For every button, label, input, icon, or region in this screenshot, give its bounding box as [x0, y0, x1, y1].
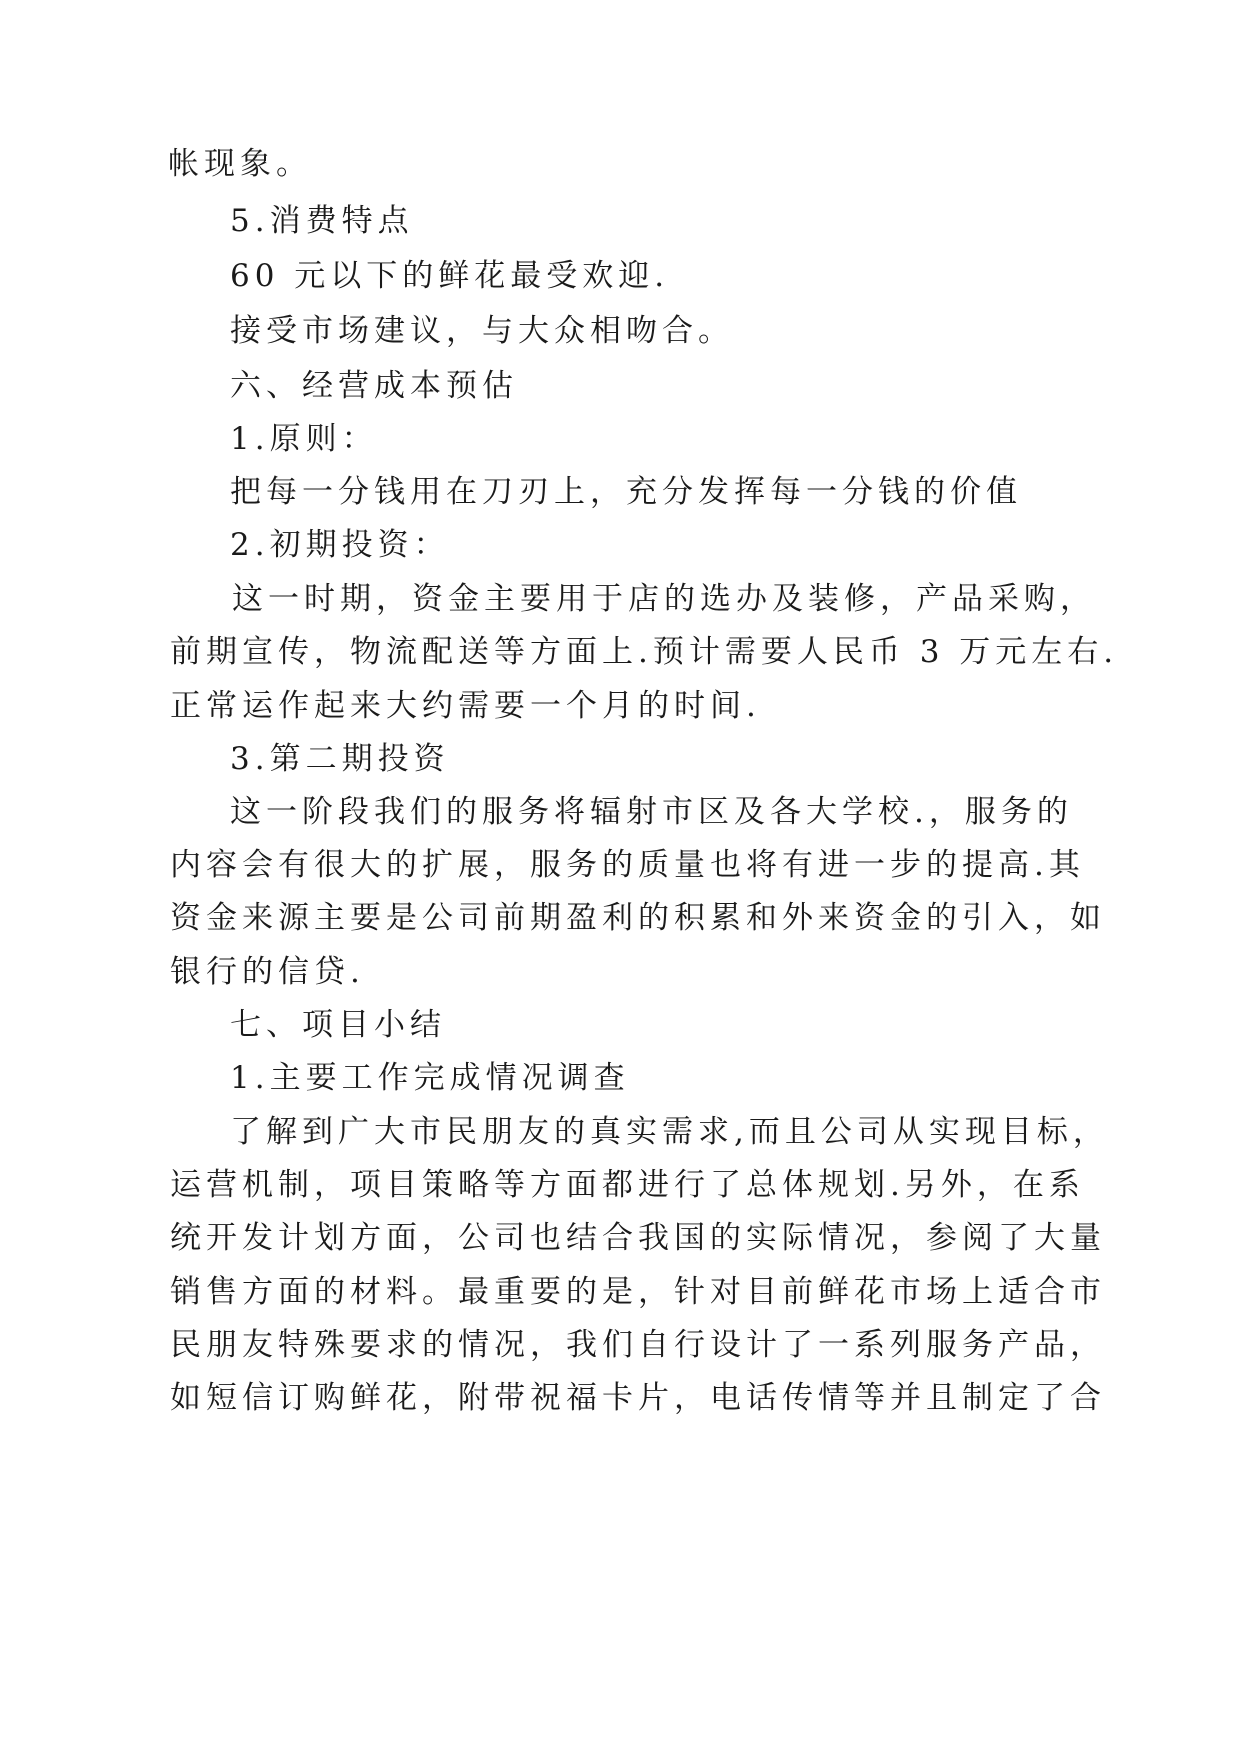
text-line: 银行的信贷.: [170, 954, 365, 990]
text-line: 帐现象。: [168, 146, 312, 182]
text-line: 接受市场建议，与大众相吻合。: [230, 313, 734, 349]
section-heading: 2.初期投资：: [230, 527, 450, 563]
section-heading: 1.原则：: [230, 421, 378, 457]
text-line: 运营机制，项目策略等方面都进行了总体规划.另外，在系: [170, 1167, 1085, 1203]
text-line: 内容会有很大的扩展，服务的质量也将有进一步的提高.其: [170, 847, 1085, 883]
text-line: 销售方面的材料。最重要的是，针对目前鲜花市场上适合市: [170, 1274, 1106, 1310]
text-line: 统开发计划方面，公司也结合我国的实际情况，参阅了大量: [170, 1220, 1106, 1256]
text-line: 60 元以下的鲜花最受欢迎.: [230, 258, 670, 294]
text-line: 民朋友特殊要求的情况，我们自行设计了一系列服务产品，: [170, 1327, 1106, 1363]
section-heading: 六、经营成本预估: [230, 368, 518, 404]
text-line: 资金来源主要是公司前期盈利的积累和外来资金的引入，如: [170, 900, 1106, 936]
text-line: 如短信订购鲜花，附带祝福卡片，电话传情等并且制定了合: [170, 1380, 1106, 1416]
text-line: 把每一分钱用在刀刃上，充分发挥每一分钱的价值: [230, 474, 1022, 510]
section-heading: 5.消费特点: [230, 203, 414, 239]
section-heading: 1.主要工作完成情况调查: [230, 1060, 630, 1096]
text-line: 这一阶段我们的服务将辐射市区及各大学校.，服务的: [230, 794, 1073, 830]
section-heading: 3.第二期投资: [230, 741, 450, 777]
text-line: 前期宣传，物流配送等方面上.预计需要人民币 3 万元左右.: [170, 634, 1119, 670]
text-line: 正常运作起来大约需要一个月的时间.: [170, 688, 761, 724]
text-line: 了解到广大市民朋友的真实需求,而且公司从实现目标，: [230, 1114, 1109, 1150]
text-line: 这一时期，资金主要用于店的选办及装修，产品采购，: [232, 581, 1096, 617]
section-heading: 七、项目小结: [230, 1007, 446, 1043]
